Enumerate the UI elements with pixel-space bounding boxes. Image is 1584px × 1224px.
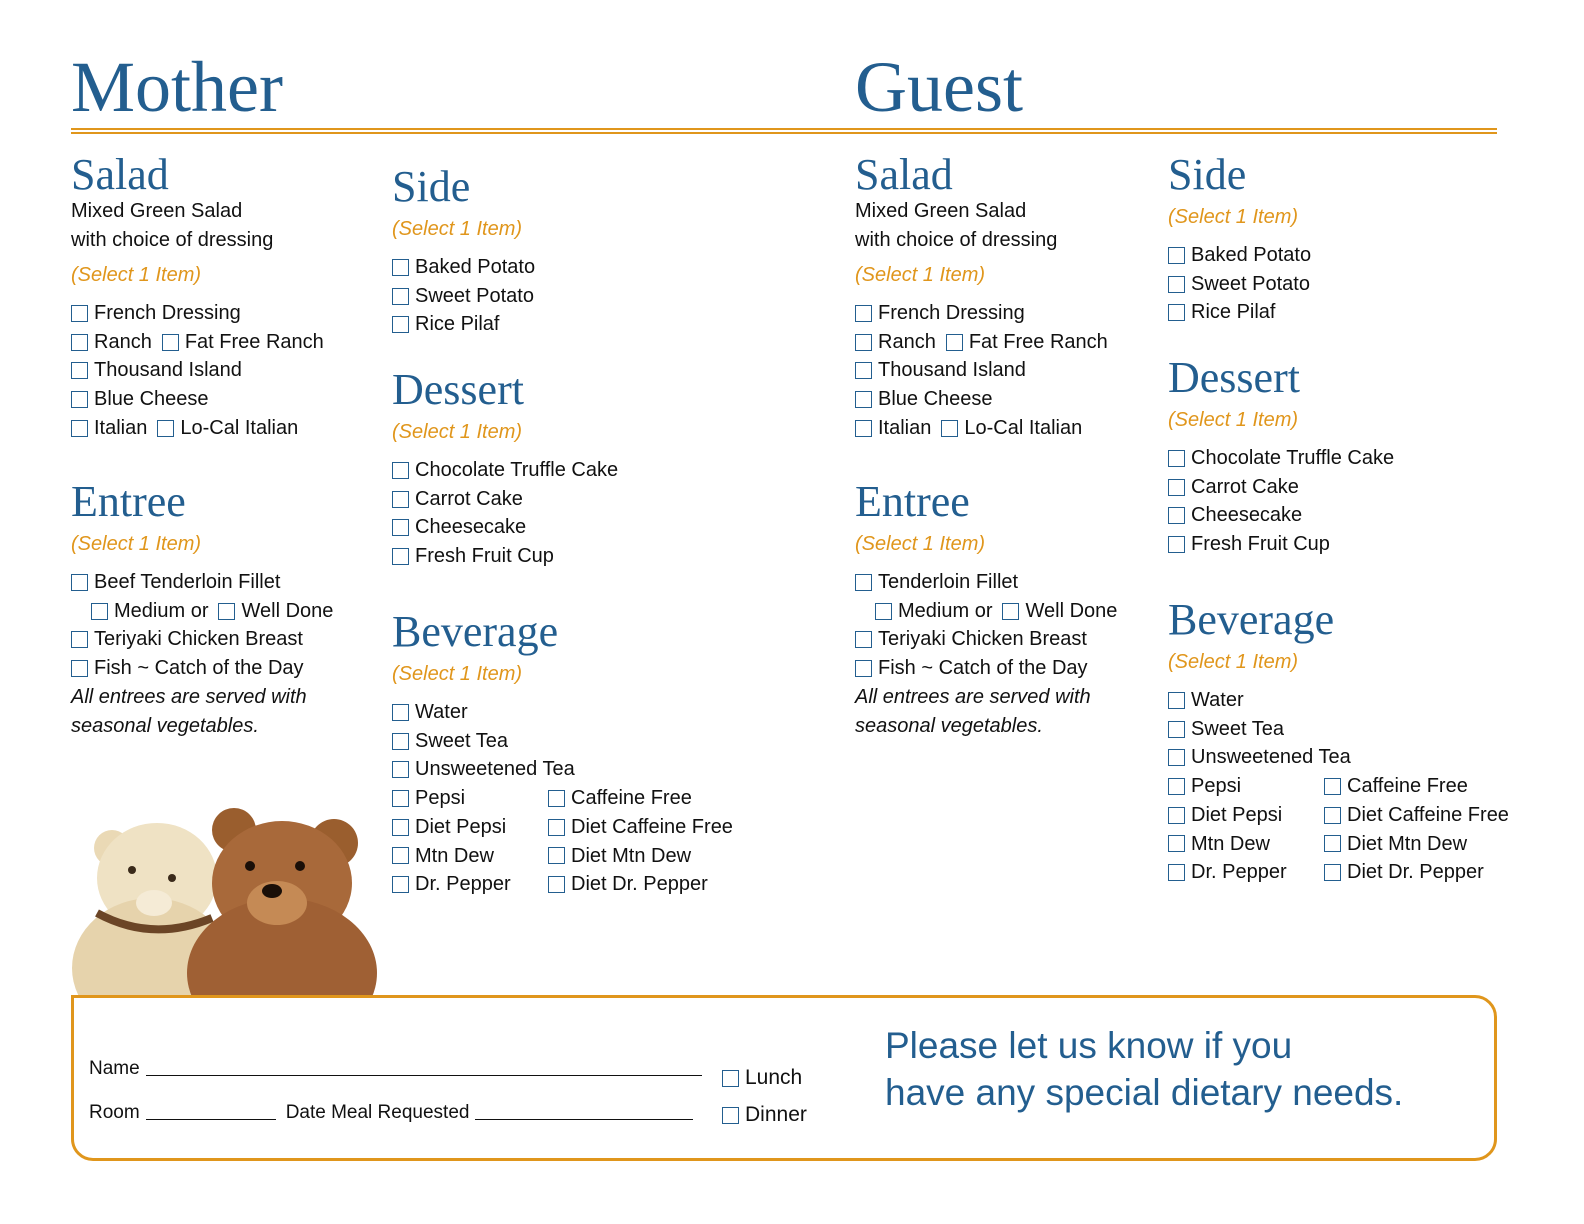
option-label: Medium or [114,599,209,622]
option-label: Baked Potato [1191,244,1312,266]
checkbox[interactable] [71,574,88,591]
option-mtn-dew[interactable] [392,842,538,871]
option-label: Italian [878,416,932,439]
option-row [855,328,1118,357]
checkbox[interactable] [392,733,409,750]
divider [71,132,1497,134]
option-ranch[interactable] [855,328,936,357]
guest-salad-section [855,150,1118,443]
option-carrot-cake[interactable] [392,485,523,514]
beverage-heading: Beverage [1168,595,1335,644]
option-label: Diet Mtn Dew [571,844,692,867]
option-row [71,654,343,683]
option-label: Caffeine Free [1347,775,1468,798]
option-cheesecake[interactable] [1168,501,1302,530]
checkbox[interactable] [392,288,409,305]
checkbox[interactable] [71,362,88,379]
option-diet-pepsi[interactable] [1168,801,1314,830]
option-baked-potato[interactable] [1168,241,1311,270]
checkbox[interactable] [855,362,872,379]
salad-heading: Salad [855,150,953,199]
checkbox[interactable] [162,334,179,351]
option-row [392,755,743,784]
checkbox[interactable] [1168,864,1185,881]
dinner-option[interactable] [722,1101,817,1130]
message-line: Please let us know if you [885,1025,1293,1066]
checkbox[interactable] [71,305,88,322]
checkbox[interactable] [392,761,409,778]
salad-heading: Salad [71,150,169,199]
option-label: Teriyaki Chicken Breast [878,628,1087,651]
option-well-done[interactable] [1002,597,1117,626]
option-row [1168,530,1404,559]
option-sweet-potato[interactable] [392,282,534,311]
option-rice-pilaf[interactable] [392,310,499,339]
select-instruction: (Select 1 Item) [1168,409,1299,431]
checkbox[interactable] [71,420,88,437]
option-label: Teriyaki Chicken Breast [94,628,303,651]
option-diet-caffeine-free[interactable] [548,813,733,842]
teddy-bears-image [72,808,402,998]
option-label: Cheesecake [1191,504,1303,527]
option-row [392,513,628,542]
option-fresh-fruit-cup[interactable] [1168,530,1330,559]
checkbox[interactable] [1168,536,1185,553]
option-label: Well Done [1025,599,1118,622]
checkbox[interactable] [71,631,88,648]
option-lo-cal-italian[interactable] [941,414,1082,443]
option-label: Fish ~ Catch of the Day [94,657,304,680]
room-field[interactable] [146,1119,276,1120]
option-label: Medium or [898,599,993,622]
option-label: Sweet Tea [415,729,509,752]
option-unsweetened-tea[interactable] [1168,743,1351,772]
option-row [71,328,334,357]
option-label: Italian [94,416,148,439]
dietary-message [885,1022,1403,1116]
option-chocolate-truffle-cake[interactable] [1168,444,1394,473]
option-italian[interactable] [71,414,147,443]
option-cheesecake[interactable] [392,513,526,542]
entree-heading: Entree [855,477,970,526]
checkbox[interactable] [548,847,565,864]
room-label: Room [89,1102,140,1123]
option-label: Dr. Pepper [1191,861,1287,884]
checkbox[interactable] [1168,479,1185,496]
select-instruction: (Select 1 Item) [392,663,523,685]
option-row [392,282,545,311]
option-label: Lo-Cal Italian [180,416,299,439]
option-ranch[interactable] [71,328,152,357]
option-chocolate-truffle-cake[interactable] [392,456,618,485]
option-diet-mtn-dew[interactable] [1324,830,1467,859]
option-caffeine-free[interactable] [1324,772,1468,801]
option-fresh-fruit-cup[interactable] [392,542,554,571]
option-fat-free-ranch[interactable] [162,328,324,357]
option-label: Water [415,701,468,723]
checkbox[interactable] [875,603,892,620]
option-label: Blue Cheese [878,388,993,411]
checkbox[interactable] [855,574,872,591]
option-row [855,385,1118,414]
option-rice-pilaf[interactable] [1168,298,1275,327]
select-instruction: (Select 1 Item) [1168,206,1299,228]
option-row [1168,743,1519,772]
option-label: French Dressing [94,302,241,324]
option-row [1168,298,1321,327]
option-row [855,625,1127,654]
checkbox[interactable] [1002,603,1019,620]
checkbox[interactable] [392,259,409,276]
option-label: Caffeine Free [571,787,692,810]
option-row [855,654,1127,683]
checkbox[interactable] [71,660,88,677]
checkbox[interactable] [548,876,565,893]
entree-note: seasonal vegetables. [855,714,1043,737]
option-row [71,625,343,654]
lunch-label: Lunch [745,1066,803,1089]
option-label: Well Done [241,599,334,622]
entree-note: All entrees are served with [71,685,307,708]
mother-beverage-section [392,607,743,899]
option-label: Beef Tenderloin Fillet [94,571,281,593]
option-label: Cheesecake [415,516,527,539]
option-row [392,842,743,871]
option-row [392,813,743,842]
checkbox[interactable] [722,1107,739,1124]
checkbox[interactable] [548,790,565,807]
option-label: Chocolate Truffle Cake [415,459,619,481]
option-label: Diet Dr. Pepper [1347,861,1484,884]
option-pepsi[interactable] [392,784,538,813]
option-row [392,784,743,813]
option-label: Mtn Dew [415,844,494,867]
option-row [1168,801,1519,830]
option-sweet-tea[interactable] [392,727,508,756]
option-label: Ranch [878,330,936,353]
checkbox[interactable] [855,420,872,437]
option-label: Thousand Island [878,359,1026,382]
option-pepsi[interactable] [1168,772,1314,801]
option-sweet-tea[interactable] [1168,715,1284,744]
option-baked-potato[interactable] [392,253,535,282]
checkbox[interactable] [941,420,958,437]
checkbox[interactable] [855,334,872,351]
option-unsweetened-tea[interactable] [392,755,575,784]
select-instruction: (Select 1 Item) [855,533,986,555]
option-tenderloin-fillet[interactable] [855,568,1018,597]
option-mtn-dew[interactable] [1168,830,1314,859]
mother-salad-section [71,150,334,443]
option-label: Pepsi [1191,775,1242,798]
option-label: Unsweetened Tea [1191,746,1351,769]
select-instruction: (Select 1 Item) [1168,651,1299,673]
option-row [855,568,1127,597]
option-label: Thousand Island [94,359,242,382]
section-description: with choice of dressing [71,229,274,251]
mother-dessert-section [392,365,628,571]
dessert-heading: Dessert [1168,353,1300,402]
option-label: Fat Free Ranch [184,330,324,353]
checkbox[interactable] [392,548,409,565]
checkbox[interactable] [1168,450,1185,467]
entree-note: seasonal vegetables. [71,714,259,737]
option-row [392,542,628,571]
option-dr-pepper[interactable] [392,870,538,899]
option-french-dressing[interactable] [855,299,1025,328]
checkbox[interactable] [1168,247,1185,264]
option-label: Chocolate Truffle Cake [1191,447,1395,469]
option-fat-free-ranch[interactable] [946,328,1108,357]
checkbox[interactable] [1168,778,1185,795]
checkbox[interactable] [392,519,409,536]
option-label: Ranch [94,330,152,353]
option-label: Tenderloin Fillet [878,571,1019,593]
checkbox[interactable] [1168,507,1185,524]
option-label: Dr. Pepper [415,873,511,896]
option-water[interactable] [1168,686,1244,715]
option-label: Fresh Fruit Cup [1191,533,1330,556]
checkbox[interactable] [1168,692,1185,709]
checkbox[interactable] [218,603,235,620]
guest-entree-section [855,477,1127,740]
option-well-done[interactable] [218,597,333,626]
select-instruction: (Select 1 Item) [71,264,202,286]
option-label: Diet Mtn Dew [1347,832,1468,855]
entree-heading: Entree [71,477,186,526]
checkbox[interactable] [1324,864,1341,881]
checkbox[interactable] [157,420,174,437]
option-fish-catch-of-the-day[interactable] [71,654,304,683]
option-label: Diet Dr. Pepper [571,873,708,896]
option-label: French Dressing [878,302,1025,324]
checkbox[interactable] [1324,807,1341,824]
option-label: Diet Pepsi [415,815,507,838]
checkbox[interactable] [1324,835,1341,852]
section-description: Mixed Green Salad [855,200,1027,222]
option-label: Carrot Cake [415,487,523,510]
option-row [1168,473,1404,502]
option-dr-pepper[interactable] [1168,858,1314,887]
option-row [71,356,334,385]
checkbox[interactable] [392,704,409,721]
option-blue-cheese[interactable] [855,385,993,414]
option-row [71,597,343,626]
option-row [1168,830,1519,859]
checkbox[interactable] [1168,749,1185,766]
checkbox[interactable] [71,334,88,351]
checkbox[interactable] [855,631,872,648]
checkbox[interactable] [392,316,409,333]
option-teriyaki-chicken-breast[interactable] [71,625,303,654]
checkbox[interactable] [855,305,872,322]
option-teriyaki-chicken-breast[interactable] [855,625,1087,654]
option-fish-catch-of-the-day[interactable] [855,654,1088,683]
option-row [392,727,743,756]
option-medium-or[interactable] [875,597,992,626]
option-label: Baked Potato [415,256,536,278]
option-row [392,698,743,727]
option-row [392,485,628,514]
guest-beverage-section [1168,595,1519,887]
date-label: Date Meal Requested [285,1102,470,1123]
option-label: Water [1191,689,1244,711]
option-thousand-island[interactable] [71,356,242,385]
option-row [392,253,545,282]
option-row [1168,444,1404,473]
select-instruction: (Select 1 Item) [855,264,986,286]
mother-title: Mother [71,47,283,127]
entree-note: All entrees are served with [855,685,1091,708]
checkbox[interactable] [1168,835,1185,852]
option-label: Fat Free Ranch [968,330,1108,353]
option-french-dressing[interactable] [71,299,241,328]
select-instruction: (Select 1 Item) [71,533,202,555]
option-thousand-island[interactable] [855,356,1026,385]
option-row [392,456,628,485]
checkbox[interactable] [548,819,565,836]
checkbox[interactable] [1168,721,1185,738]
option-label: Carrot Cake [1191,475,1299,498]
checkbox[interactable] [1168,304,1185,321]
option-row [71,568,343,597]
dessert-heading: Dessert [392,365,524,414]
section-description: Mixed Green Salad [71,200,243,222]
option-label: Blue Cheese [94,388,209,411]
option-label: Pepsi [415,787,466,810]
option-row [71,414,334,443]
dinner-label: Dinner [745,1103,807,1126]
option-medium-or[interactable] [91,597,208,626]
option-label: Sweet Potato [415,284,534,307]
message-line: have any special dietary needs. [885,1072,1404,1113]
option-diet-caffeine-free[interactable] [1324,801,1509,830]
option-row [1168,772,1519,801]
option-label: Unsweetened Tea [415,758,575,781]
checkbox[interactable] [722,1070,739,1087]
select-instruction: (Select 1 Item) [392,218,523,240]
option-beef-tenderloin-fillet[interactable] [71,568,280,597]
option-row [1168,241,1321,270]
option-row [392,310,545,339]
option-label: Fish ~ Catch of the Day [878,657,1088,680]
option-row [1168,715,1519,744]
option-label: Rice Pilaf [415,313,500,336]
guest-title: Guest [855,47,1023,127]
option-label: Lo-Cal Italian [964,416,1083,439]
checkbox[interactable] [1168,807,1185,824]
checkbox[interactable] [392,790,409,807]
option-blue-cheese[interactable] [71,385,209,414]
option-diet-mtn-dew[interactable] [548,842,691,871]
beverage-heading: Beverage [392,607,559,656]
option-row [855,597,1127,626]
side-heading: Side [392,162,471,211]
option-lo-cal-italian[interactable] [157,414,298,443]
option-italian[interactable] [855,414,931,443]
date-field[interactable] [475,1119,693,1120]
checkbox[interactable] [91,603,108,620]
mother-side-section [392,162,545,339]
option-row [71,299,334,328]
option-label: Sweet Tea [1191,717,1285,740]
option-row [855,356,1118,385]
mother-entree-section [71,477,343,740]
option-row [1168,501,1404,530]
option-row [855,414,1118,443]
checkbox[interactable] [855,660,872,677]
name-label: Name [89,1058,140,1079]
option-diet-dr-pepper[interactable] [548,870,708,899]
option-caffeine-free[interactable] [548,784,692,813]
option-diet-dr-pepper[interactable] [1324,858,1484,887]
select-instruction: (Select 1 Item) [392,421,523,443]
side-heading: Side [1168,150,1247,199]
checkbox[interactable] [71,391,88,408]
section-description: with choice of dressing [855,229,1058,251]
checkbox[interactable] [392,491,409,508]
checkbox[interactable] [946,334,963,351]
option-row [71,385,334,414]
option-carrot-cake[interactable] [1168,473,1299,502]
option-label: Sweet Potato [1191,272,1310,295]
lunch-option[interactable] [722,1064,812,1093]
guest-dessert-section [1168,353,1404,559]
option-label: Diet Caffeine Free [571,815,733,838]
divider [71,128,1497,130]
option-label: Rice Pilaf [1191,301,1276,324]
option-water[interactable] [392,698,468,727]
option-row [855,299,1118,328]
name-field[interactable] [146,1075,702,1076]
option-row [1168,686,1519,715]
option-label: Mtn Dew [1191,832,1270,855]
option-sweet-potato[interactable] [1168,270,1310,299]
checkbox[interactable] [1324,778,1341,795]
option-diet-pepsi[interactable] [392,813,538,842]
checkbox[interactable] [855,391,872,408]
option-row [1168,858,1519,887]
guest-side-section [1168,150,1321,327]
option-row [1168,270,1321,299]
option-row [392,870,743,899]
option-label: Fresh Fruit Cup [415,545,554,568]
option-label: Diet Pepsi [1191,803,1283,826]
option-label: Diet Caffeine Free [1347,803,1509,826]
checkbox[interactable] [1168,276,1185,293]
checkbox[interactable] [392,462,409,479]
